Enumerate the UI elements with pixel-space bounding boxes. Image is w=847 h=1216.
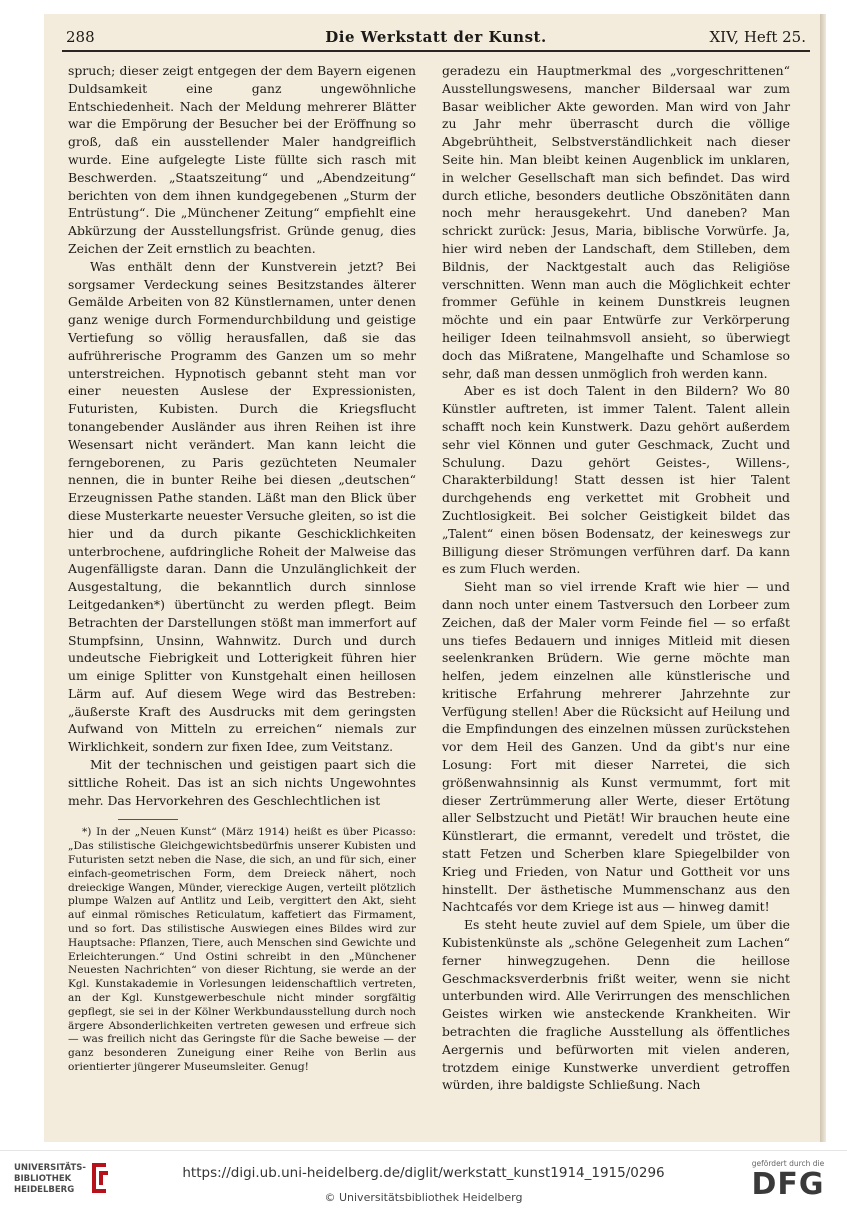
page-number: 288 [66, 28, 95, 46]
running-title: Die Werkstatt der Kunst. [325, 28, 547, 46]
page-header [62, 24, 810, 50]
paragraph: geradezu ein Hauptmerkmal des „vorgeschrittenen“ Ausstellungswesens, mancher Bildersaal war zum Basar weiblicher Akte geworden. Man wird von Jahr zu Jahr mehr überrascht durch die völlige Abgebrühtheit, Selbstverständlichkeit nach dieser Seite hin. Man bleibt keinen Augenblick im unklaren, in welcher Gesellschaft man sich befindet. Das wird durch etliche, besonders deutliche Obszönitäten dann noch mehr herausgekehrt. Und daneben? Man schrickt zurück: Jesus, Maria, biblische Vorwürfe. Ja, hier wird neben der Landschaft, dem Stilleben, dem Bildnis, der Nacktgestalt auch das Religiöse verschnitten. Wenn man auch die Möglichkeit echter frommer Gefühle in keinem Dunstkreis leugnen möchte und ein paar Entwürfe zur Verkörperung heiliger Ideen teilnahmsvoll ansieht, so überwiegt doch das Mißratene, Mangelhafte und Schamlose so sehr, daß man dessen unmöglich froh werden kann. [442, 63, 790, 381]
right-column [442, 62, 790, 1094]
paragraph: Aber es ist doch Talent in den Bildern? Wo 80 Künstler auftreten, ist immer Talent. Talent allein schafft noch kein Kunstwerk. Dazu gehört außerdem sehr viel Können und guter Geschmack, Zucht und Schulung. Dazu gehört Geistes-, Willens-, Charakterbildung! Statt dessen ist hier Talent durchgehends eng verkettet mit Grobheit und Zuchtlosigkeit. Bei solcher Geistigkeit bildet das „Talent“ einen bösen Bodensatz, der keineswegs zur Billigung dieser Strömungen verführen darf. Da kann es zum Fluch werden. [442, 383, 790, 577]
copyright-notice: © Universitätsbibliothek Heidelberg [324, 1191, 523, 1204]
left-column [68, 62, 416, 1075]
page-edge [820, 14, 826, 1142]
paragraph: Mit der technischen und geistigen paart sich die sittliche Roheit. Das ist an sich nichts Ungewohntes mehr. Das Hervorkehren des Geschlechtlichen ist [68, 757, 416, 808]
paragraph: Was enthält denn der Kunstverein jetzt? Bei sorgsamer Verdeckung seines Besitzstandes älterer Gemälde Arbeiten von 82 Künstlernamen, unter denen ganz wenige durch Formendurchbildung und geistige Vertiefung so völlig herausfallen, daß sie das aufrührerische Programm des Ganzen um so mehr unterstreichen. Hypnotisch gebannt steht man vor einer neuesten Auslese der Expressionisten, Futuristen, Kubisten. Durch die Kriegsflucht tonangebender Ausländer aus ihren Reihen ist ihre Wesensart nicht verändert. Man kann leicht die ferngeborenen, zu Paris gezüchteten Neumaler nennen, die in bunter Reihe bei diesen „deutschen“ Erzeugnissen Pathe standen. Läßt man den Blick über diese Musterkarte neuester Versuche gleiten, so ist die hier und da durch pikante Geschicklichkeiten unterbrochene, aufdringliche Roheit der Malweise das Augenfälligste daran. Dann die Unzulänglichkeit der Ausgestaltung, die bekanntlich durch sinnlose Leitgedanken*) übertüncht zu werden pflegt. Beim Betrachten der Darstellungen stößt man immerfort auf Stumpfsinn, Unsinn, Wahnwitz. Durch und durch undeutsche Fiebrigkeit und Lotterigkeit führen hier um einige Splitter von Kunstgehalt einen heillosen Lärm auf. Auf diesem Wege wird das Bestreben: „äußerste Kraft des Ausdrucks mit dem geringsten Aufwand von Mitteln zu erreichen“ niemals zur Wirklichkeit, sondern zur fixen Idee, zum Veitstanz. [68, 258, 416, 755]
footnote: *) In der „Neuen Kunst“ (März 1914) heißt es über Picasso: „Das stilistische Gleichgewichtsbedürfnis unserer Kubisten und Futuristen setzt neben die Nase, die sich, an und für sich, einer einfach-geometrischen Form, dem Dreieck nähert, noch dreieckige Wangen, Münder, viereckige Augen, verteilt plötzlich plumpe Walzen auf Antlitz und Leib, vergittert den Akt, sieht auf einmal römisches Reticulatum, kaffetiert das Firmament, und so fort. Das stilistische Auswiegen eines Bildes wird zur Hauptsache: Pflanzen, Tiere, auch Menschen sind Gewichte und Erleichterungen.“ Und Ostini schreibt in den „Münchener Neuesten Nachrichten“ von dieser Richtung, sie werde an der Kgl. Kunstakademie in Vorlesungen leidenschaftlich vertreten, an der Kgl. Kunstgewerbeschule nicht minder sorgfältig gepflegt, sie sei in der Kölner Werkbundausstellung durch noch ärgere Absonderlichkeiten vertreten gewesen und erfreue sich — was freilich nicht das Geringste für die Sache beweise — der ganz besonderen Zuneigung einer Reihe von Berlin aus orientierter jüngerer Museumsleiter. Genug! [68, 826, 416, 1074]
volume-issue: XIV, Heft 25. [709, 28, 806, 46]
funded-by-label: gefördert durch die [751, 1159, 825, 1168]
dfg-wordmark: DFG [751, 1167, 825, 1202]
paragraph: Sieht man so viel irrende Kraft wie hier — und dann noch unter einem Tastversuch den Lorbeer zum Zeichen, daß der Maler vorm Feinde fiel — so erfaßt uns tiefes Bedauern und inniges Mitleid mit diesen seelenkranken Brüdern. Wie gerne möchte man helfen, jedem einzelnen alle künstlerische und kritische Erfahrung mehrerer Jahrzehnte zur Verfügung stellen! Aber die Rücksicht auf Heilung und die Empfindungen des einzelnen müssen zurückstehen vor dem Heil des Ganzen. Und da gibt's nur eine Losung: Fort mit dieser Narretei, die sich größenwahnsinnig als Kunst vermummt, fort mit dieser Zertrümmerung aller Werte, dieser Ertötung aller Selbstzucht und Pietät! Wir brauchen heute eine Künstlerart, die ermannt, veredelt und tröstet, die statt Fetzen und Scherben klare Spiegelbilder von Krieg und Frieden, von Natur und Gottheit vor uns hinstellt. Der ästhetische Mummenschanz aus den Nachtcafés vor dem Kriege ist aus — hinweg damit! [442, 579, 790, 915]
footnote-rule [118, 819, 178, 820]
permalink-url[interactable]: https://digi.ub.uni-heidelberg.de/diglit/werkstatt_kunst1914_1915/0296 [182, 1165, 665, 1181]
paragraph: spruch; dieser zeigt entgegen der dem Bayern eigenen Duldsamkeit eine ganz ungewöhnliche Entschiedenheit. Nach der Meldung mehrerer Blätter war die Empörung der Besucher bei der Eröffnung so groß, daß ein ausstellender Maler handgreiflich wurde. Eine aufgelegte Liste füllte sich rasch mit Beschwerden. „Staatszeitung“ und „Abendzeitung“ berichten von dem ihnen kundgegebenen „Sturm der Entrüstung“. Die „Münchener Zeitung“ empfiehlt eine Abkürzung der Ausstellungsfrist. Gründe genug, dies Zeichen der Zeit ernstlich zu beachten. [68, 63, 416, 256]
library-name: UNIVERSITÄTS- BIBLIOTHEK HEIDELBERG [14, 1163, 86, 1195]
paragraph: Es steht heute zuviel auf dem Spiele, um über die Kubistenkünste als „schöne Gelegenheit zum Lachen“ ferner hinwegzugehen. Denn die heillose Geschmacksverderbnis frißt weiter, wenn sie nicht unterbunden wird. Alle Verirrungen des menschlichen Geistes wirken wie ansteckende Krankheiten. Wir betrachten die fragliche Ausstellung als öffentliches Aergernis und befürworten mit vielen anderen, trotzdem einige Kunstwerke unverdient getroffen würden, ihre baldigste Schließung. Nach [442, 917, 790, 1093]
header-rule [62, 50, 810, 52]
viewer-footer [0, 1150, 847, 1216]
dfg-logo[interactable] [743, 1159, 833, 1202]
